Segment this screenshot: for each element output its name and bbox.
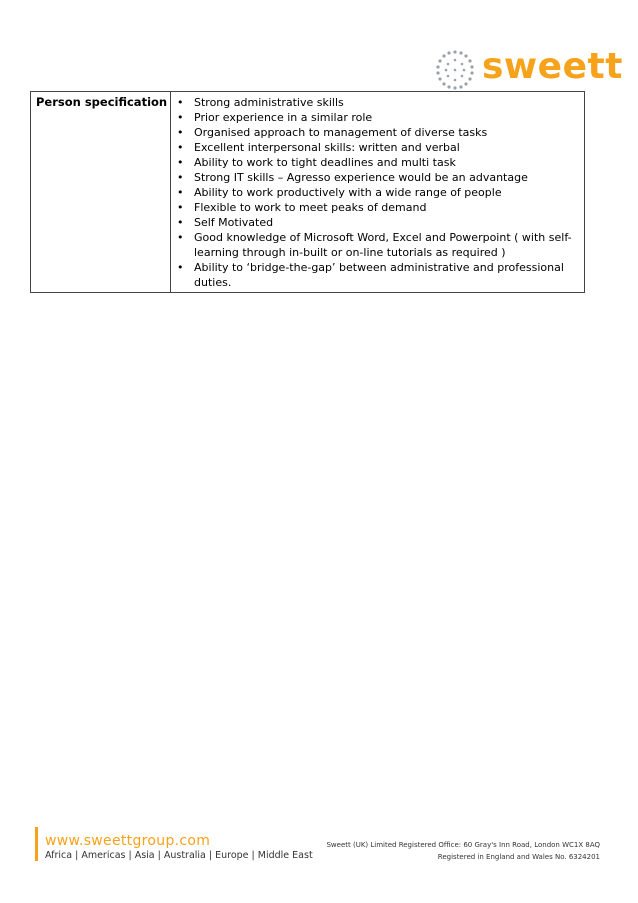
bullet-icon: • <box>177 216 184 229</box>
bullet-icon: • <box>177 141 184 154</box>
requirements-list <box>175 95 580 290</box>
requirements-cell <box>171 92 585 293</box>
list-item: • Organised approach to management of diverse tasks <box>177 126 488 139</box>
list-item: • Flexible to work to meet peaks of demand <box>177 201 427 214</box>
list-item: • Ability to work to tight deadlines and multi task <box>177 156 456 169</box>
registration-number-text: Registered in England and Wales No. 6324201 <box>437 853 600 861</box>
list-item: • Good knowledge of Microsoft Word, Excel and Powerpoint ( with self-learning through in-built or on-line tutorials as required ) <box>177 231 572 259</box>
table-row <box>31 92 585 293</box>
logo-wordmark: sweett <box>482 46 623 87</box>
sweett-globe-icon <box>430 48 480 92</box>
bullet-icon: • <box>177 201 184 214</box>
bullet-icon: • <box>177 261 184 274</box>
person-specification-table <box>30 91 585 293</box>
bullet-icon: • <box>177 171 184 184</box>
bullet-icon: • <box>177 96 184 109</box>
bullet-icon: • <box>177 126 184 139</box>
list-item: • Strong IT skills – Agresso experience would be an advantage <box>177 171 528 184</box>
bullet-icon: • <box>177 231 184 244</box>
label-cell <box>31 92 171 293</box>
list-item: • Strong administrative skills <box>177 96 344 109</box>
bullet-icon: • <box>177 186 184 199</box>
list-item: • Excellent interpersonal skills: written and verbal <box>177 141 460 154</box>
footer-regions: Africa | Americas | Asia | Australia | Europe | Middle East <box>45 850 313 861</box>
list-item: • Ability to ‘bridge-the-gap’ between administrative and professional duties. <box>177 261 564 289</box>
company-logo <box>430 46 623 94</box>
section-label: Person specification <box>36 95 168 109</box>
bullet-icon: • <box>177 111 184 124</box>
footer-accent-bar <box>35 827 38 861</box>
list-item: • Prior experience in a similar role <box>177 111 373 124</box>
footer-registration <box>326 839 600 863</box>
list-item: • Self Motivated <box>177 216 274 229</box>
list-item: • Ability to work productively with a wide range of people <box>177 186 502 199</box>
footer-website-link[interactable]: www.sweettgroup.com <box>45 833 211 849</box>
bullet-icon: • <box>177 156 184 169</box>
registered-office-text: Sweett (UK) Limited Registered Office: 60 Gray's Inn Road, London WC1X 8AQ <box>326 841 600 849</box>
